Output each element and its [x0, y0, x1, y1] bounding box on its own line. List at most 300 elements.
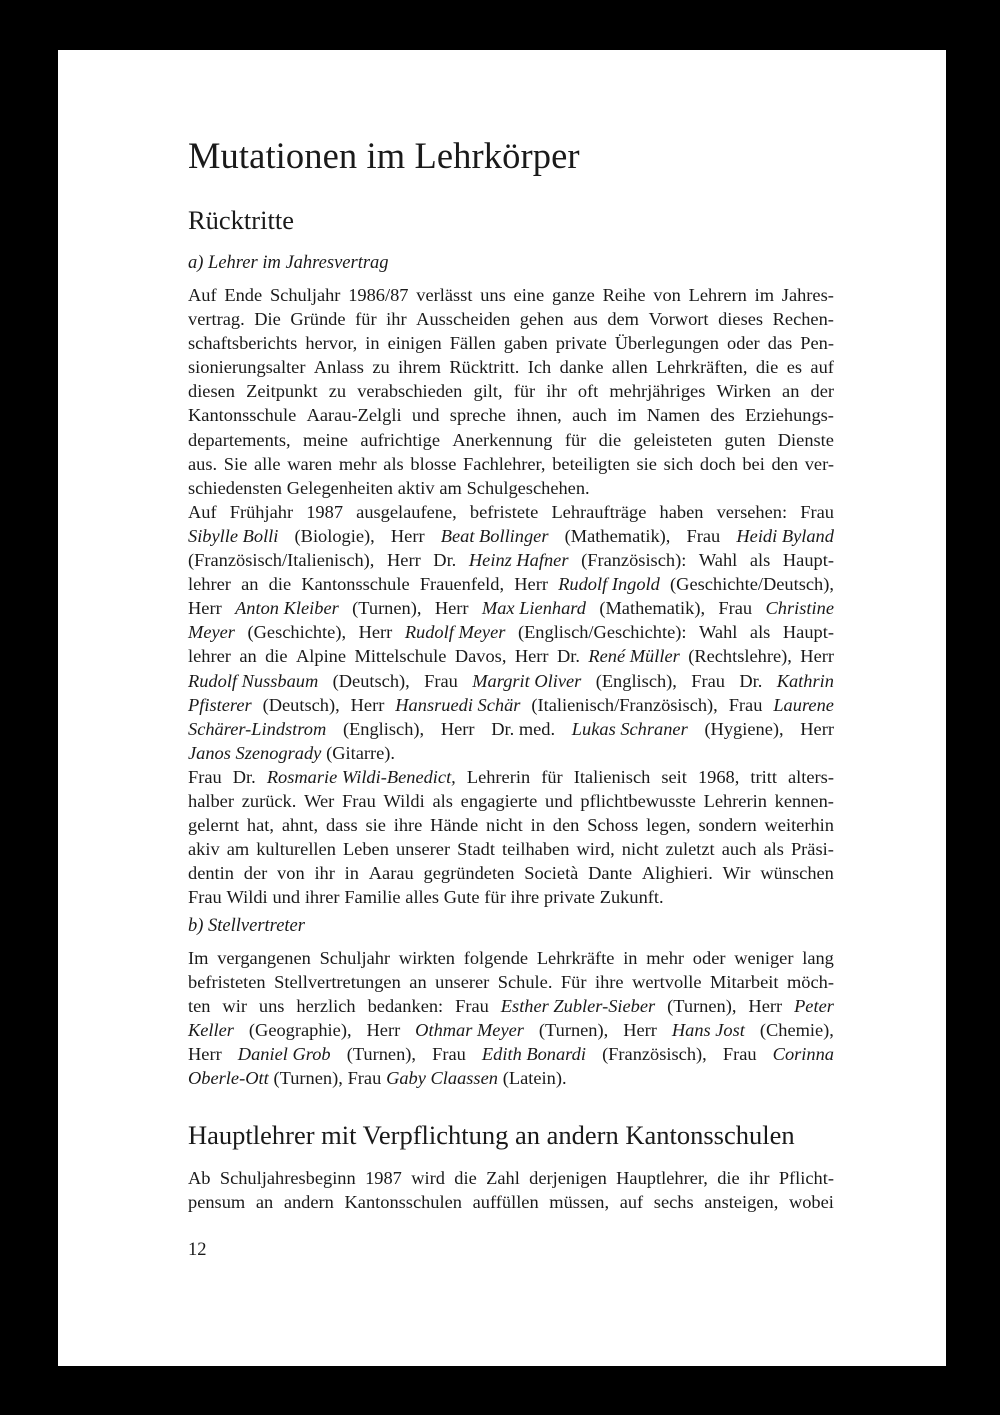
- text-line: [188, 524, 834, 548]
- word: Alpine: [295, 646, 347, 667]
- italic-name: Heinz Hafner: [468, 550, 569, 571]
- word: aus: [573, 309, 598, 330]
- word: wird,: [576, 839, 615, 860]
- word: sondern: [698, 815, 757, 836]
- text-line: [188, 741, 834, 765]
- word: tritt: [750, 766, 777, 787]
- word: zu: [328, 381, 347, 402]
- word: gelernt: [188, 815, 240, 836]
- word: gilt,: [473, 381, 503, 402]
- word: 1968,: [697, 766, 740, 787]
- text-line: [188, 379, 834, 403]
- document-page: [58, 50, 946, 1366]
- word: ihr: [749, 1168, 770, 1188]
- italic-name: Lukas Schraner: [571, 718, 688, 739]
- word: Rücktritt.: [449, 357, 520, 378]
- word: Schule.: [497, 972, 553, 993]
- text-line: [188, 1066, 834, 1090]
- italic-name: Rudolf Meyer: [404, 622, 506, 643]
- subheading-stellvertreter: b) Stellvertreter: [188, 916, 305, 936]
- word: (Turnen),: [667, 996, 737, 1017]
- text-line: [188, 452, 834, 476]
- word: Frau: [432, 1044, 466, 1065]
- word: (Turnen),: [538, 1020, 609, 1041]
- text-line: [188, 476, 834, 500]
- paragraph: [188, 500, 834, 765]
- word: 1987: [365, 1168, 402, 1188]
- word: Wahl: [699, 622, 738, 643]
- word: ihr: [386, 309, 407, 330]
- word: Dr.: [739, 670, 763, 691]
- italic-name: Laurene: [773, 694, 834, 715]
- text-line: [188, 946, 834, 970]
- word: akiv: [188, 839, 220, 860]
- word: (Geschichte/Deutsch),: [670, 574, 834, 595]
- word: Herr: [748, 996, 783, 1017]
- word: in: [530, 815, 545, 836]
- text-line: [188, 644, 834, 668]
- word: hervor,: [305, 333, 358, 354]
- word: sich: [663, 453, 694, 474]
- word: das: [767, 333, 793, 354]
- word: oder: [692, 948, 726, 968]
- word: als: [432, 790, 453, 811]
- word: im: [617, 405, 637, 426]
- word: gehen: [519, 309, 564, 330]
- word: die: [755, 357, 779, 378]
- word: die: [454, 1168, 477, 1188]
- paragraph-block-ruecktritte: [188, 283, 834, 909]
- word: verlässt: [416, 285, 473, 305]
- word: Sie: [223, 453, 248, 474]
- word: Schuljahresbeginn: [219, 1168, 356, 1188]
- word: mehr: [338, 453, 377, 474]
- word: (Englisch),: [595, 670, 677, 691]
- word: zu: [372, 357, 390, 378]
- word: Frau: [686, 525, 721, 546]
- italic-name: Rudolf Nussbaum: [188, 670, 319, 691]
- word: teilhaben: [501, 839, 570, 860]
- word: gaben: [503, 333, 548, 354]
- word: ganze: [551, 285, 595, 305]
- word: Herr: [434, 598, 469, 619]
- word: für: [484, 887, 506, 908]
- word: pflichtbewusste: [580, 790, 696, 811]
- word: (Turnen),: [346, 1044, 417, 1065]
- paragraph: [188, 946, 834, 1091]
- text-line: [188, 283, 834, 307]
- word: mehrjähriges: [609, 381, 706, 402]
- word: (Chemie),: [759, 1020, 834, 1041]
- word: Pen-: [800, 333, 834, 354]
- italic-name: Othmar Meyer: [415, 1020, 524, 1041]
- word: auf: [810, 357, 834, 378]
- word: einigen: [387, 333, 442, 354]
- italic-name: Margrit Oliver: [472, 670, 582, 691]
- word: Gute: [443, 887, 480, 908]
- word: (Gitarre).: [326, 742, 396, 763]
- text-line: [188, 994, 834, 1018]
- word: Zahl: [486, 1168, 520, 1188]
- italic-name: Peter: [794, 996, 834, 1017]
- word: lehrer: [188, 646, 231, 667]
- word: für: [355, 309, 377, 330]
- word: aufrichtige: [360, 429, 440, 450]
- word: wertvolle: [632, 972, 702, 993]
- word: Herr: [440, 718, 475, 739]
- word: (Deutsch),: [332, 670, 410, 691]
- word: Hauptlehrer,: [616, 1168, 708, 1188]
- word: Im: [188, 948, 209, 968]
- word: Herr: [387, 550, 421, 571]
- word: spreche: [449, 405, 506, 426]
- word: waren: [287, 453, 333, 474]
- text-line: [188, 403, 834, 427]
- word: vergangenen: [217, 948, 311, 968]
- word: die: [598, 429, 622, 450]
- word: herzlich: [296, 996, 356, 1017]
- word: Alighieri.: [641, 863, 713, 884]
- word: Dr.: [232, 766, 256, 787]
- word: Herr: [514, 574, 548, 595]
- word: ansteigen,: [704, 1192, 779, 1213]
- italic-name: Christine: [765, 598, 834, 619]
- word: Lehrern: [688, 285, 747, 305]
- word: alters-: [788, 766, 834, 787]
- word: Frau: [728, 694, 763, 715]
- word: (Hygiene),: [704, 718, 784, 739]
- italic-name: Esther Zubler-Sieber: [500, 996, 656, 1017]
- word: Herr: [188, 598, 222, 619]
- word: Zeitpunkt: [246, 381, 318, 402]
- word: lehrer: [188, 574, 231, 595]
- word: dentin: [188, 863, 234, 884]
- word: Auf: [188, 501, 217, 522]
- word: den: [771, 453, 799, 474]
- word: als: [383, 453, 404, 474]
- word: Herr: [623, 1020, 657, 1041]
- word: Lehraufträge: [551, 501, 647, 522]
- word: kulturellen: [256, 839, 336, 860]
- italic-name: Kathrin: [776, 670, 834, 691]
- text-line: [188, 548, 834, 572]
- word: diesen: [188, 381, 235, 402]
- subheading-lehrer-jahresvertrag: a) Lehrer im Jahresvertrag: [188, 253, 389, 273]
- word: Frau: [188, 766, 222, 787]
- word: Mitarbeit: [710, 972, 779, 993]
- text-line: [188, 428, 834, 452]
- italic-name: Rudolf Ingold: [558, 574, 660, 595]
- word: (Mathematik),: [564, 525, 671, 546]
- word: aktiv: [397, 477, 435, 498]
- word: unserer: [435, 972, 490, 993]
- word: Frau: [455, 996, 489, 1017]
- paragraph: [188, 765, 834, 910]
- word: als: [749, 622, 771, 643]
- word: seit: [661, 766, 687, 787]
- italic-name: Hansruedi Schär: [395, 694, 521, 715]
- word: auf: [619, 1192, 644, 1213]
- word: sie: [365, 815, 386, 836]
- word: Schuljahr: [319, 948, 391, 968]
- word: Davos,: [454, 646, 507, 667]
- word: nicht: [486, 815, 523, 836]
- word: möch-: [786, 972, 834, 993]
- word: die: [717, 1168, 740, 1188]
- word: beteiligten: [552, 453, 630, 474]
- word: Erziehungs-: [745, 405, 834, 426]
- word: Schoss: [587, 815, 639, 836]
- word: Kantonsschule: [188, 405, 297, 426]
- word: (Turnen),: [273, 1068, 343, 1089]
- word: blosse: [410, 453, 457, 474]
- word: es: [786, 357, 803, 378]
- word: halber: [188, 790, 234, 811]
- word: für: [513, 381, 536, 402]
- word: Aarau: [368, 863, 414, 884]
- word: doch: [699, 453, 736, 474]
- word: Herr: [350, 694, 385, 715]
- word: (Turnen),: [352, 598, 422, 619]
- word: sionierungsalter: [188, 357, 306, 378]
- word: der: [810, 381, 834, 402]
- word: ten: [188, 996, 211, 1017]
- word: nicht: [621, 839, 659, 860]
- word: Dienste: [777, 429, 834, 450]
- word: Anlass: [313, 357, 364, 378]
- word: befristeten: [188, 972, 266, 993]
- word: als: [763, 839, 784, 860]
- section-heading-ruecktritte: Rücktritte: [188, 205, 294, 235]
- text-line: [188, 885, 834, 909]
- word: 1987: [306, 501, 344, 522]
- word: (Geographie),: [248, 1020, 352, 1041]
- word: Herr: [390, 525, 425, 546]
- word: Wahl: [698, 550, 738, 571]
- word: Familie: [344, 887, 401, 908]
- word: in: [365, 333, 380, 354]
- word: weniger: [734, 948, 794, 968]
- italic-name: Meyer: [188, 622, 235, 643]
- word: 1986/87: [348, 285, 409, 305]
- text-line: [188, 355, 834, 379]
- word: in: [344, 863, 359, 884]
- text-line: [188, 765, 834, 789]
- word: Società: [524, 863, 579, 884]
- word: am: [439, 477, 462, 498]
- word: ihrer: [304, 887, 340, 908]
- text-line: [188, 500, 834, 524]
- word: hat,: [246, 815, 274, 836]
- word: Frauenfeld,: [419, 574, 505, 595]
- word: wir: [222, 996, 247, 1017]
- word: Wildi: [383, 790, 425, 811]
- word: Herr: [800, 646, 834, 667]
- word: Herr: [514, 646, 549, 667]
- word: an: [409, 972, 427, 993]
- word: (Französisch),: [602, 1044, 707, 1065]
- word: wirkten: [398, 948, 455, 968]
- word: Wirken: [716, 381, 771, 402]
- word: Dr. med.: [491, 718, 556, 739]
- text-line: [188, 1166, 834, 1190]
- italic-name: Hans Jost: [671, 1020, 745, 1041]
- word: Frau: [342, 790, 376, 811]
- word: departements,: [188, 429, 291, 450]
- paragraph: [188, 283, 834, 500]
- word: dieses: [718, 309, 764, 330]
- word: Frau: [800, 501, 834, 522]
- word: engagierte: [460, 790, 538, 811]
- word: Frau: [691, 670, 725, 691]
- word: Lehrerin: [703, 790, 767, 811]
- text-line: [188, 669, 834, 693]
- word: und: [545, 790, 573, 811]
- word: Fällen: [449, 333, 496, 354]
- word: in: [623, 948, 638, 968]
- text-line: [188, 572, 834, 596]
- word: Dante: [588, 863, 633, 884]
- word: oft: [577, 381, 599, 402]
- word: des: [710, 405, 735, 426]
- word: im: [754, 285, 775, 305]
- word: zurück.: [241, 790, 297, 811]
- word: weiterhin: [764, 815, 834, 836]
- word: Herr: [800, 718, 834, 739]
- word: andern: [283, 1192, 334, 1213]
- text-line: [188, 1018, 834, 1042]
- word: und: [411, 405, 440, 426]
- word: Haupt-: [782, 622, 834, 643]
- word: oder: [727, 333, 760, 354]
- word: gegründeten: [423, 863, 515, 884]
- word: dass: [325, 815, 358, 836]
- text-line: [188, 837, 834, 861]
- word: Ende: [224, 285, 263, 305]
- word: ihrem: [398, 357, 441, 378]
- word: Mittelschule: [354, 646, 447, 667]
- italic-name: Edith Bonardi: [481, 1044, 586, 1065]
- word: schiedensten: [188, 477, 282, 498]
- word: derjenigen: [529, 1168, 607, 1188]
- word: Frühjahr: [229, 501, 294, 522]
- word: uns: [480, 285, 506, 305]
- word: Herr: [188, 1044, 222, 1065]
- word: (Geschichte),: [247, 622, 347, 643]
- word: und: [272, 887, 301, 908]
- italic-name: Daniel Grob: [237, 1044, 331, 1065]
- word: Herr: [366, 1020, 401, 1041]
- word: wünschen: [760, 863, 834, 884]
- word: Lehrkräften,: [656, 357, 748, 378]
- paragraph-block-stellvertreter: [188, 946, 834, 1091]
- word: alles: [405, 887, 439, 908]
- word: bei: [742, 453, 765, 474]
- word: Zukunft.: [599, 887, 664, 908]
- text-line: [188, 331, 834, 355]
- word: Ausscheiden: [416, 309, 511, 330]
- text-line: [188, 1190, 834, 1214]
- word: danke: [559, 357, 604, 378]
- word: ver-: [804, 453, 834, 474]
- word: private: [555, 333, 607, 354]
- word: ihr: [546, 381, 567, 402]
- word: ihre: [393, 815, 423, 836]
- word: legen,: [646, 815, 691, 836]
- word: Aarau-Zelgli: [306, 405, 402, 426]
- word: wird: [411, 1168, 445, 1188]
- word: (Englisch),: [342, 718, 425, 739]
- word: Dr.: [556, 646, 580, 667]
- word: unserer: [395, 839, 451, 860]
- italic-name: Anton Kleiber: [235, 598, 339, 619]
- italic-name: Schärer-Lindstrom: [188, 718, 327, 739]
- italic-name: Rosmarie Wildi-Benedict,: [266, 766, 456, 787]
- text-line: [188, 717, 834, 741]
- word: mehr: [646, 948, 685, 968]
- word: zuletzt: [665, 839, 715, 860]
- word: Frau: [424, 670, 458, 691]
- italic-name: Sibylle Bolli: [188, 525, 279, 546]
- word: ihnen,: [516, 405, 562, 426]
- word: Wir: [722, 863, 751, 884]
- word: Wer: [304, 790, 335, 811]
- word: der: [243, 863, 268, 884]
- italic-name: Heidi Byland: [736, 525, 834, 546]
- word: (Englisch/Geschichte):: [517, 622, 687, 643]
- text-line: [188, 813, 834, 837]
- text-line: [188, 596, 834, 620]
- word: ahnt,: [281, 815, 319, 836]
- word: guten: [724, 429, 766, 450]
- word: (Französisch):: [581, 550, 687, 571]
- word: haben: [659, 501, 704, 522]
- word: Ich: [527, 357, 552, 378]
- word: am: [226, 839, 250, 860]
- word: Frau: [718, 598, 753, 619]
- word: Leben: [342, 839, 389, 860]
- word: auffüllen: [472, 1192, 539, 1213]
- word: Herr: [358, 622, 393, 643]
- word: Dr.: [433, 550, 457, 571]
- italic-name: Corinna: [772, 1044, 834, 1065]
- word: Wildi: [226, 887, 268, 908]
- text-line: [188, 789, 834, 813]
- word: Hände: [430, 815, 479, 836]
- word: (Biologie),: [294, 525, 375, 546]
- word: die: [268, 574, 292, 595]
- italic-name: Beat Bollinger: [440, 525, 549, 546]
- text-line: [188, 861, 834, 885]
- italic-name: René Müller: [588, 646, 680, 667]
- word: schaftsberichts: [188, 333, 298, 354]
- italic-name: Oberle-Ott: [188, 1068, 269, 1089]
- word: von: [653, 285, 681, 305]
- word: für: [541, 766, 563, 787]
- word: geleisteten: [633, 429, 713, 450]
- word: Stellvertretungen: [274, 972, 401, 993]
- word: Gelegenheiten: [286, 477, 393, 498]
- word: ihre: [510, 887, 540, 908]
- word: (Rechtslehre),: [688, 646, 792, 667]
- word: an: [241, 574, 259, 595]
- word: sechs: [653, 1192, 694, 1213]
- word: wobei: [788, 1192, 834, 1213]
- word: bedanken:: [367, 996, 444, 1017]
- word: Gründe: [290, 309, 346, 330]
- page-number: 12: [188, 1240, 207, 1260]
- word: Pflicht-: [778, 1168, 834, 1188]
